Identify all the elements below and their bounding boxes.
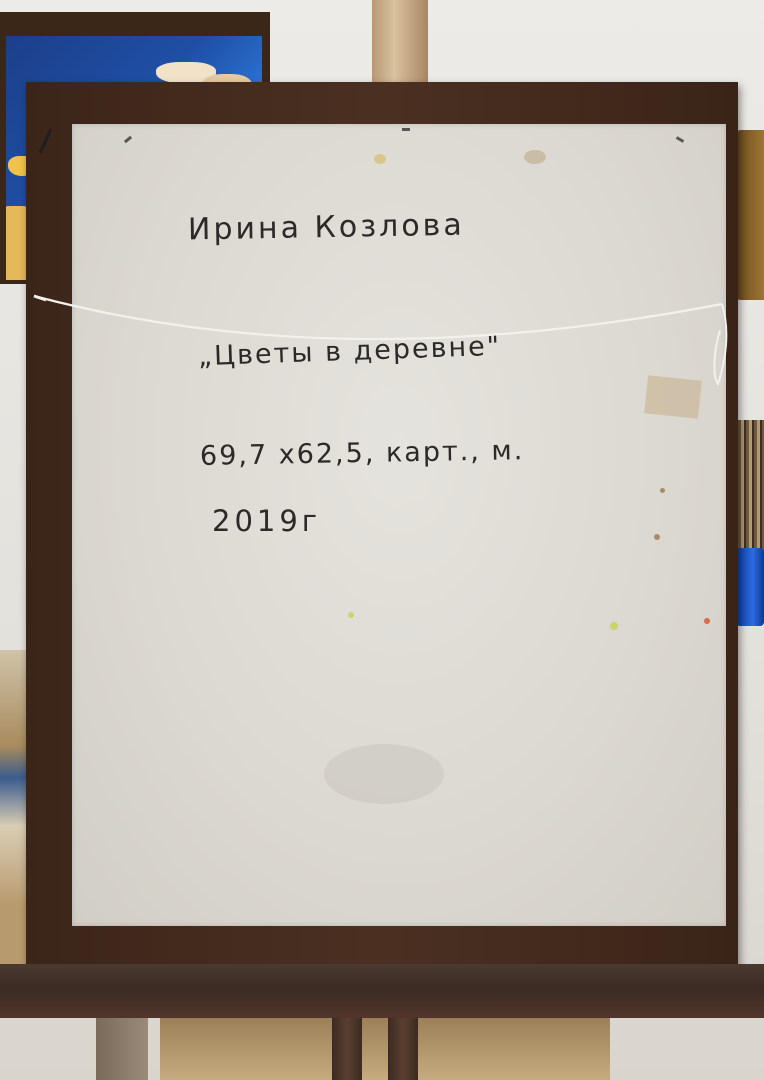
easel-crossbar	[0, 964, 764, 1018]
hanging-wire-string	[34, 296, 722, 339]
easel-leg	[96, 1018, 148, 1080]
artist-name-inscription: Ирина Козлова	[187, 207, 466, 248]
dimensions-medium-inscription: 69,7 x62,5, карт., м.	[199, 435, 525, 472]
hanging-wire-knot	[34, 296, 46, 300]
painting-title-inscription: „Цветы в деревне"	[197, 330, 502, 373]
year-inscription: 2019г	[212, 504, 322, 538]
easel-leg	[332, 1018, 362, 1080]
easel-leg	[388, 1018, 418, 1080]
hanging-wire-loop	[714, 304, 726, 384]
storage-box	[160, 1018, 610, 1080]
